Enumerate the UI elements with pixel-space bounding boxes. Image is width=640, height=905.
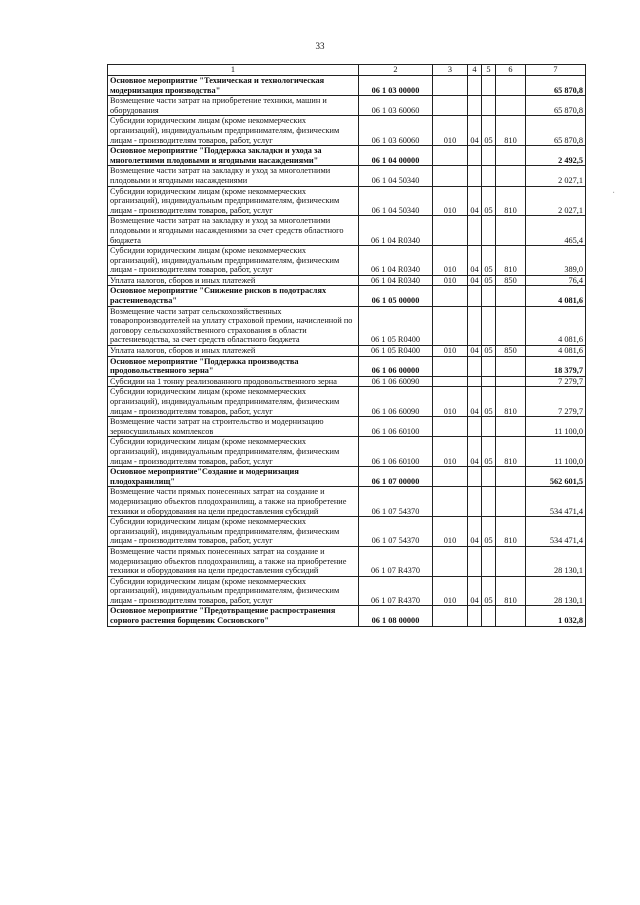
- row-c3-cell: [433, 467, 468, 487]
- row-amount-cell: 4 081,6: [526, 346, 586, 357]
- row-c6-cell: [496, 487, 526, 517]
- row-c4-cell: [468, 487, 482, 517]
- column-header: 3: [433, 65, 468, 76]
- row-c3-cell: [433, 546, 468, 576]
- row-c6-cell: [496, 216, 526, 246]
- row-c5-cell: 05: [482, 116, 496, 146]
- row-c4-cell: 04: [468, 437, 482, 467]
- row-c6-cell: [496, 467, 526, 487]
- row-c3-cell: 010: [433, 186, 468, 216]
- row-amount-cell: 2 027,1: [526, 166, 586, 186]
- table-row: [108, 546, 586, 576]
- row-code-cell: 06 1 04 50340: [359, 166, 433, 186]
- row-amount-cell: 28 130,1: [526, 546, 586, 576]
- row-c6-cell: [496, 286, 526, 306]
- row-c5-cell: 05: [482, 576, 496, 606]
- row-c4-cell: 04: [468, 246, 482, 276]
- table-row: [108, 306, 586, 345]
- row-name-cell: Уплата налогов, сборов и иных платежей: [108, 346, 359, 357]
- row-code-cell: 06 1 04 50340: [359, 186, 433, 216]
- row-amount-cell: 28 130,1: [526, 576, 586, 606]
- row-code-cell: 06 1 05 R0400: [359, 306, 433, 345]
- table-row: [108, 186, 586, 216]
- scan-mark: ·: [612, 188, 616, 199]
- row-amount-cell: 2 492,5: [526, 146, 586, 166]
- row-code-cell: 06 1 07 00000: [359, 467, 433, 487]
- row-c5-cell: [482, 467, 496, 487]
- row-name-cell: Субсидии юридическим лицам (кроме некоммерческих организаций), индивидуальным предпринимателям, физическим лицам - производителям товаров, работ, услуг: [108, 186, 359, 216]
- row-c3-cell: 010: [433, 517, 468, 547]
- row-code-cell: 06 1 03 60060: [359, 116, 433, 146]
- row-c6-cell: [496, 76, 526, 96]
- row-code-cell: 06 1 04 R0340: [359, 216, 433, 246]
- row-code-cell: 06 1 06 00000: [359, 356, 433, 376]
- row-c4-cell: 04: [468, 387, 482, 417]
- row-c5-cell: [482, 96, 496, 116]
- column-header: 1: [108, 65, 359, 76]
- row-amount-cell: 65 870,8: [526, 116, 586, 146]
- column-header: 6: [496, 65, 526, 76]
- table-row: [108, 387, 586, 417]
- row-c6-cell: [496, 606, 526, 626]
- row-c5-cell: [482, 166, 496, 186]
- row-c5-cell: 05: [482, 186, 496, 216]
- row-amount-cell: 76,4: [526, 275, 586, 286]
- row-c5-cell: 05: [482, 275, 496, 286]
- row-c5-cell: [482, 216, 496, 246]
- row-c3-cell: [433, 376, 468, 387]
- row-code-cell: 06 1 06 60100: [359, 417, 433, 437]
- row-c3-cell: [433, 606, 468, 626]
- row-c4-cell: [468, 417, 482, 437]
- row-code-cell: 06 1 06 60100: [359, 437, 433, 467]
- page-number: 33: [315, 41, 325, 51]
- table-row: [108, 376, 586, 387]
- row-name-cell: Возмещение части затрат на закладку и уход за многолетними плодовыми и ягодными насаждениями за счет средств областного бюджета: [108, 216, 359, 246]
- row-c3-cell: [433, 96, 468, 116]
- row-c5-cell: 05: [482, 517, 496, 547]
- row-name-cell: Возмещение части затрат на приобретение техники, машин и оборудования: [108, 96, 359, 116]
- table-header-row: [108, 65, 586, 76]
- row-c4-cell: [468, 76, 482, 96]
- row-amount-cell: 7 279,7: [526, 376, 586, 387]
- table-row: [108, 286, 586, 306]
- row-c6-cell: [496, 546, 526, 576]
- table-row: [108, 576, 586, 606]
- table-row: [108, 116, 586, 146]
- row-c3-cell: 010: [433, 437, 468, 467]
- row-c3-cell: [433, 487, 468, 517]
- row-c4-cell: [468, 96, 482, 116]
- column-header: 7: [526, 65, 586, 76]
- row-amount-cell: 465,4: [526, 216, 586, 246]
- row-c6-cell: 810: [496, 387, 526, 417]
- row-c4-cell: 04: [468, 186, 482, 216]
- row-c4-cell: [468, 166, 482, 186]
- table-row: [108, 437, 586, 467]
- row-c5-cell: [482, 546, 496, 576]
- table-row: [108, 517, 586, 547]
- row-c4-cell: [468, 546, 482, 576]
- row-code-cell: 06 1 06 60090: [359, 387, 433, 417]
- table-row: [108, 216, 586, 246]
- row-c5-cell: [482, 146, 496, 166]
- column-header: 2: [359, 65, 433, 76]
- row-code-cell: 06 1 04 00000: [359, 146, 433, 166]
- row-c5-cell: [482, 356, 496, 376]
- row-amount-cell: 389,0: [526, 246, 586, 276]
- row-c3-cell: [433, 76, 468, 96]
- row-name-cell: Основное мероприятие "Поддержка производства продовольственного зерна": [108, 356, 359, 376]
- row-amount-cell: 562 601,5: [526, 467, 586, 487]
- row-c3-cell: 010: [433, 246, 468, 276]
- row-c3-cell: [433, 216, 468, 246]
- table-row: [108, 166, 586, 186]
- row-amount-cell: 4 081,6: [526, 286, 586, 306]
- row-c4-cell: [468, 606, 482, 626]
- row-c6-cell: 850: [496, 275, 526, 286]
- row-code-cell: 06 1 08 00000: [359, 606, 433, 626]
- row-amount-cell: 65 870,8: [526, 76, 586, 96]
- row-c5-cell: [482, 376, 496, 387]
- row-c4-cell: [468, 286, 482, 306]
- row-name-cell: Основное мероприятие"Создание и модернизация плодохранилищ": [108, 467, 359, 487]
- row-code-cell: 06 1 03 00000: [359, 76, 433, 96]
- row-name-cell: Возмещение части затрат на строительство и модернизацию зерносушильных комплексов: [108, 417, 359, 437]
- row-c3-cell: [433, 306, 468, 345]
- row-c3-cell: [433, 356, 468, 376]
- budget-table: [107, 64, 586, 627]
- row-c4-cell: 04: [468, 116, 482, 146]
- row-c6-cell: 810: [496, 246, 526, 276]
- row-c3-cell: 010: [433, 346, 468, 357]
- table-row: [108, 76, 586, 96]
- row-c3-cell: [433, 286, 468, 306]
- table-row: [108, 356, 586, 376]
- table-row: [108, 467, 586, 487]
- row-name-cell: Субсидии юридическим лицам (кроме некоммерческих организаций), индивидуальным предпринимателям, физическим лицам - производителям товаров, работ, услуг: [108, 246, 359, 276]
- row-code-cell: 06 1 05 00000: [359, 286, 433, 306]
- row-code-cell: 06 1 07 54370: [359, 517, 433, 547]
- row-c4-cell: 04: [468, 275, 482, 286]
- row-c5-cell: [482, 606, 496, 626]
- row-name-cell: Уплата налогов, сборов и иных платежей: [108, 275, 359, 286]
- row-amount-cell: 4 081,6: [526, 306, 586, 345]
- row-c6-cell: 810: [496, 186, 526, 216]
- row-name-cell: Возмещение части прямых понесенных затрат на создание и модернизацию объектов плодохранилищ, а также на приобретение техники и оборудования на цели предоставления субсидий: [108, 546, 359, 576]
- table-row: [108, 146, 586, 166]
- row-name-cell: Субсидии юридическим лицам (кроме некоммерческих организаций), индивидуальным предпринимателям, физическим лицам - производителям товаров, работ, услуг: [108, 437, 359, 467]
- row-amount-cell: 11 100,0: [526, 417, 586, 437]
- row-c4-cell: [468, 356, 482, 376]
- table-row: [108, 417, 586, 437]
- row-amount-cell: 534 471,4: [526, 487, 586, 517]
- row-c5-cell: 05: [482, 346, 496, 357]
- row-c4-cell: 04: [468, 346, 482, 357]
- row-name-cell: Субсидии юридическим лицам (кроме некоммерческих организаций), индивидуальным предпринимателям, физическим лицам - производителям товаров, работ, услуг: [108, 387, 359, 417]
- row-amount-cell: 534 471,4: [526, 517, 586, 547]
- table-row: [108, 275, 586, 286]
- row-c5-cell: 05: [482, 437, 496, 467]
- row-name-cell: Основное мероприятие "Поддержка закладки и ухода за многолетними плодовыми и ягодными насаждениями": [108, 146, 359, 166]
- row-name-cell: Основное мероприятие "Предотвращение распространения сорного растения борщевик Сосновского": [108, 606, 359, 626]
- table-row: [108, 246, 586, 276]
- row-c3-cell: 010: [433, 387, 468, 417]
- row-c5-cell: [482, 76, 496, 96]
- column-header: 4: [468, 65, 482, 76]
- row-code-cell: 06 1 05 R0400: [359, 346, 433, 357]
- row-c6-cell: 810: [496, 437, 526, 467]
- row-c5-cell: [482, 417, 496, 437]
- row-c5-cell: 05: [482, 387, 496, 417]
- row-c3-cell: [433, 417, 468, 437]
- row-name-cell: Возмещение части затрат сельскохозяйственных товаропроизводителей на уплату страховой премии, начисленной по договору сельскохозяйственного страхования в области растениеводства, за счет средств областного бюджета: [108, 306, 359, 345]
- row-c4-cell: [468, 306, 482, 345]
- row-c6-cell: 810: [496, 576, 526, 606]
- row-code-cell: 06 1 07 54370: [359, 487, 433, 517]
- row-c5-cell: [482, 487, 496, 517]
- row-c6-cell: [496, 417, 526, 437]
- row-c3-cell: 010: [433, 275, 468, 286]
- row-c4-cell: 04: [468, 576, 482, 606]
- row-code-cell: 06 1 04 R0340: [359, 275, 433, 286]
- row-c6-cell: [496, 356, 526, 376]
- row-c6-cell: [496, 376, 526, 387]
- row-name-cell: Субсидии юридическим лицам (кроме некоммерческих организаций), индивидуальным предпринимателям, физическим лицам - производителям товаров, работ, услуг: [108, 116, 359, 146]
- row-name-cell: Возмещение части прямых понесенных затрат на создание и модернизацию объектов плодохранилищ, а также на приобретение техники и оборудования на цели предоставления субсидий: [108, 487, 359, 517]
- table-row: [108, 96, 586, 116]
- row-c6-cell: [496, 166, 526, 186]
- row-amount-cell: 18 379,7: [526, 356, 586, 376]
- row-amount-cell: 2 027,1: [526, 186, 586, 216]
- row-c4-cell: [468, 376, 482, 387]
- row-c6-cell: [496, 306, 526, 345]
- row-amount-cell: 1 032,8: [526, 606, 586, 626]
- row-name-cell: Субсидии юридическим лицам (кроме некоммерческих организаций), индивидуальным предпринимателям, физическим лицам - производителям товаров, работ, услуг: [108, 576, 359, 606]
- row-c6-cell: 810: [496, 517, 526, 547]
- row-name-cell: Субсидии юридическим лицам (кроме некоммерческих организаций), индивидуальным предпринимателям, физическим лицам - производителям товаров, работ, услуг: [108, 517, 359, 547]
- row-c6-cell: 810: [496, 116, 526, 146]
- row-c5-cell: 05: [482, 246, 496, 276]
- row-c3-cell: 010: [433, 576, 468, 606]
- row-code-cell: 06 1 07 R4370: [359, 546, 433, 576]
- column-header: 5: [482, 65, 496, 76]
- row-name-cell: Основное мероприятие "Снижение рисков в подотраслях растениеводства": [108, 286, 359, 306]
- row-c5-cell: [482, 286, 496, 306]
- row-c5-cell: [482, 306, 496, 345]
- row-code-cell: 06 1 04 R0340: [359, 246, 433, 276]
- row-c4-cell: [468, 467, 482, 487]
- row-name-cell: Субсидии на 1 тонну реализованного продовольственного зерна: [108, 376, 359, 387]
- row-name-cell: Основное мероприятие "Техническая и технологическая модернизация производства": [108, 76, 359, 96]
- row-code-cell: 06 1 06 60090: [359, 376, 433, 387]
- row-c6-cell: [496, 96, 526, 116]
- table-row: [108, 606, 586, 626]
- row-c4-cell: [468, 216, 482, 246]
- row-code-cell: 06 1 07 R4370: [359, 576, 433, 606]
- row-amount-cell: 65 870,8: [526, 96, 586, 116]
- row-c3-cell: [433, 146, 468, 166]
- row-amount-cell: 7 279,7: [526, 387, 586, 417]
- row-c3-cell: 010: [433, 116, 468, 146]
- table-row: [108, 346, 586, 357]
- table-row: [108, 487, 586, 517]
- row-c6-cell: [496, 146, 526, 166]
- row-code-cell: 06 1 03 60060: [359, 96, 433, 116]
- row-name-cell: Возмещение части затрат на закладку и уход за многолетними плодовыми и ягодными насаждениями: [108, 166, 359, 186]
- row-c4-cell: [468, 146, 482, 166]
- row-c3-cell: [433, 166, 468, 186]
- row-c6-cell: 850: [496, 346, 526, 357]
- row-amount-cell: 11 100,0: [526, 437, 586, 467]
- row-c4-cell: 04: [468, 517, 482, 547]
